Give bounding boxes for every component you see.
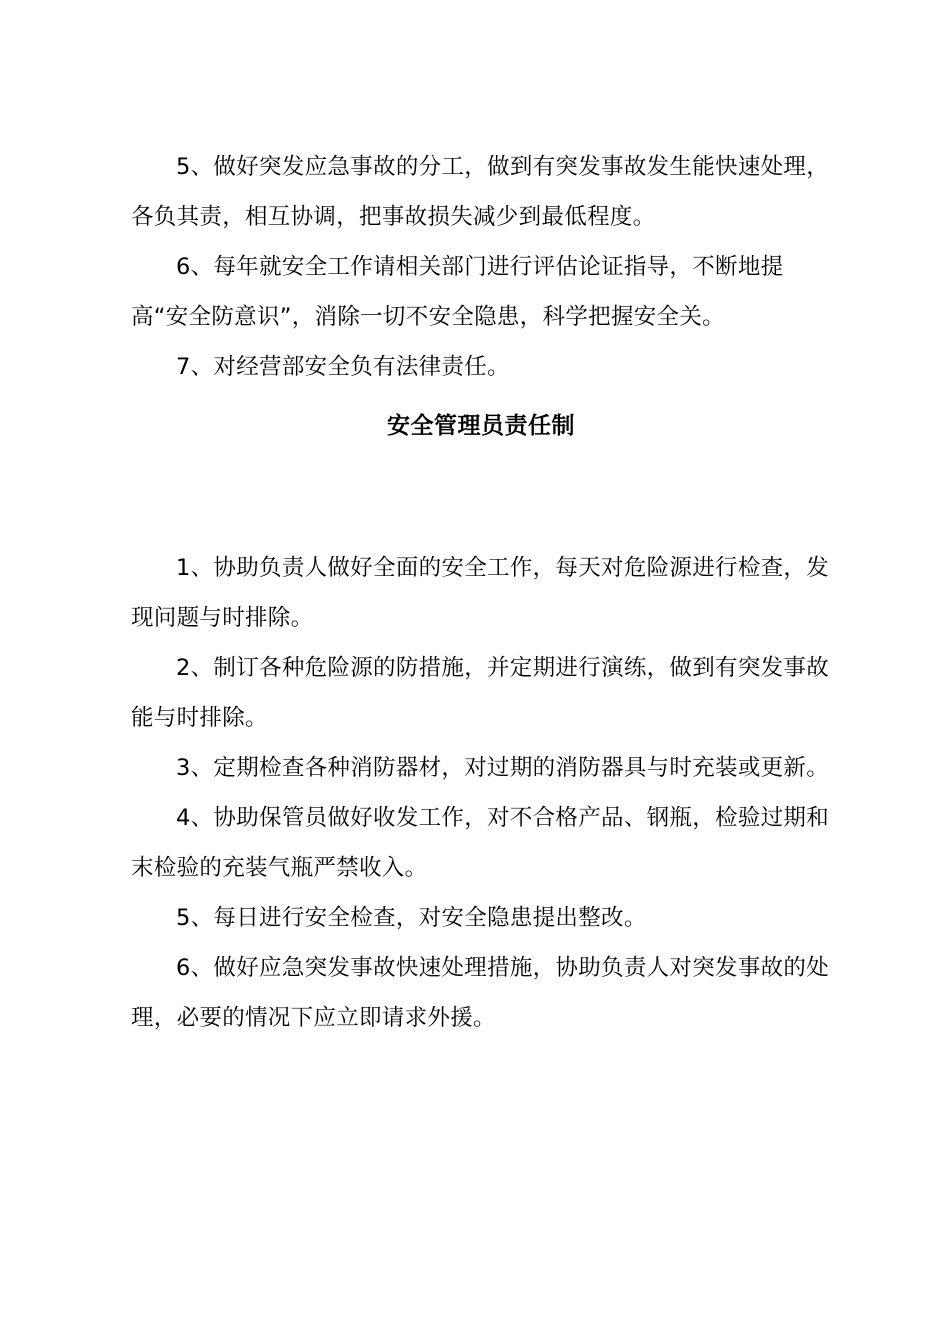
paragraph-prev-7: 7、对经营部安全负有法律责任。 — [176, 354, 510, 380]
paragraph-duty-3: 3、定期检查各种消防器材，对过期的消防器具与时充装或更新。 — [176, 755, 830, 781]
title-spacer — [131, 451, 831, 543]
previous-section — [131, 142, 831, 392]
paragraph-duty-2: 2、制订各种危险源的防措施，并定期进行演练，做到有突发事故能与时排除。 — [131, 655, 830, 731]
paragraph-duty-5: 5、每日进行安全检查，对安全隐患提出整改。 — [176, 905, 647, 931]
document-content — [131, 142, 831, 1043]
paragraph-prev-6: 6、每年就安全工作请相关部门进行评估论证指导，不断地提高“安全防意识”，消除一切不安全隐患，科学把握安全关。 — [131, 254, 784, 330]
paragraph-duty-6: 6、做好应急突发事故快速处理措施，协助负责人对突发事故的处理，必要的情况下应立即请求外援。 — [131, 955, 830, 1031]
safety-officer-section — [131, 543, 831, 1043]
paragraph-prev-5: 5、做好突发应急事故的分工，做到有突发事故发生能快速处理，各负其责，相互协调，把事故损失减少到最低程度。 — [131, 154, 830, 230]
paragraph-duty-1: 1、协助负责人做好全面的安全工作，每天对危险源进行检查，发现问题与时排除。 — [131, 555, 830, 631]
paragraph-duty-4: 4、协助保管员做好收发工作，对不合格产品、钢瓶，检验过期和末检验的充装气瓶严禁收入。 — [131, 805, 830, 881]
section-title: 安全管理员责任制 — [387, 413, 575, 439]
